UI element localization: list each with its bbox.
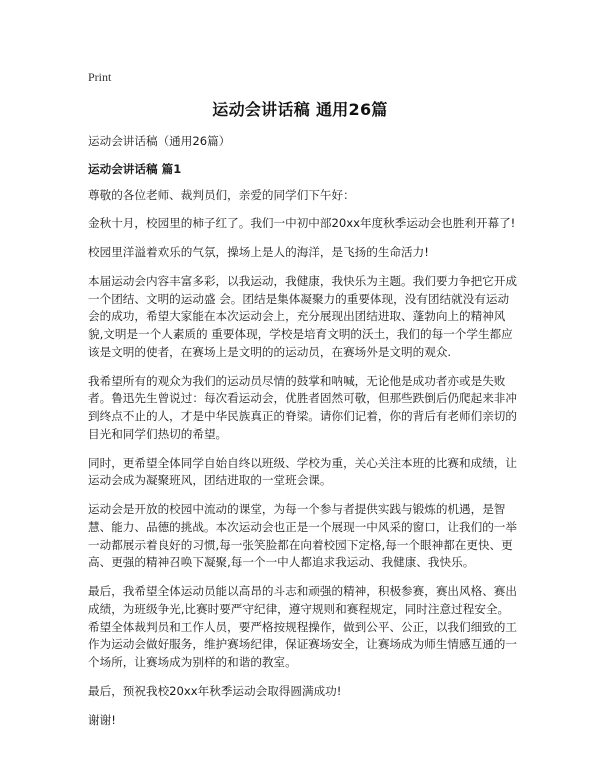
document-title: 运动会讲话稿 通用26篇 <box>212 100 388 119</box>
paragraph: 尊敬的各位老师、裁判员们，亲爱的同学们下午好： <box>88 188 355 203</box>
document-body <box>88 133 518 741</box>
paragraph: 校园里洋溢着欢乐的气氛，操场上是人的海洋，是飞扬的生命活力! <box>88 244 429 259</box>
section-heading: 运动会讲话稿 篇1 <box>88 161 182 176</box>
paragraph: 同时，更希望全体同学自始自终以班级、学校为重，关心关注本班的比赛和成绩，让运动会成为凝聚班风，团结进取的一堂班会课。 <box>88 455 517 488</box>
document-subtitle: 运动会讲话稿（通用26篇） <box>88 134 231 148</box>
paragraph: 运动会是开放的校园中流动的课堂，为每一个参与者提供实践与锻炼的机遇，是智慧、能力、品德的挑战。本次运动会也正是一个展现一中风采的窗口，让我们的一举一动都展示着良好的习惯,每一张笑脸都在向着校园下定格,每一个眼神都在更快、更高、更强的精神召唤下凝聚,每一个一中人都追求我运动、我健康、我快乐。 <box>88 502 517 570</box>
paragraph: 最后，我希望全体运动员能以高昂的斗志和顽强的精神，积极参赛，赛出风格、赛出成绩，为班级争光,比赛时要严守纪律，遵守规则和赛程规定，同时注意过程安全。希望全体裁判员和工作人员，要严格按规程操作，做到公平、公正，以我们细致的工作为运动会做好服务，维护赛场纪律，保证赛场安全，让赛场成为师生情感互通的一个场所，让赛场成为别样的和谐的教室。 <box>88 584 517 669</box>
print-link[interactable]: Print <box>88 70 112 84</box>
paragraph: 本届运动会内容丰富多彩，以我运动，我健康，我快乐为主题。我们要力争把它开成一个团结、文明的运动盛 会。团结是集体凝聚力的重要体现，没有团结就没有运动会的成功，希望大家能在本次运动会上，充分展现出团结进取、蓬勃向上的精神风貌,文明是一个人素质的 重要体现，学校是培育文明的沃土，我们的每一个学生都应该是文明的使者，在赛场上是文明的的运动员，在赛场外是文明的观众. <box>88 274 517 359</box>
paragraph: 我希望所有的观众为我们的运动员尽情的鼓掌和呐喊，无论他是成功者亦或是失败者。鲁迅先生曾说过：每次看运动会，优胜者固然可敬，但那些跌倒后仍爬起来非冲到终点不止的人，才是中华民族真正的脊梁。请你们记着，你的背后有老师们亲切的目光和同学们热切的希望。 <box>88 373 517 441</box>
paragraph: 最后，预祝我校20xx年秋季运动会取得圆满成功! <box>88 684 342 698</box>
paragraph: 谢谢! <box>88 713 116 728</box>
paragraph: 金秋十月，校园里的柿子红了。我们一中初中部20xx年度秋季运动会也胜利开幕了! <box>88 215 516 230</box>
